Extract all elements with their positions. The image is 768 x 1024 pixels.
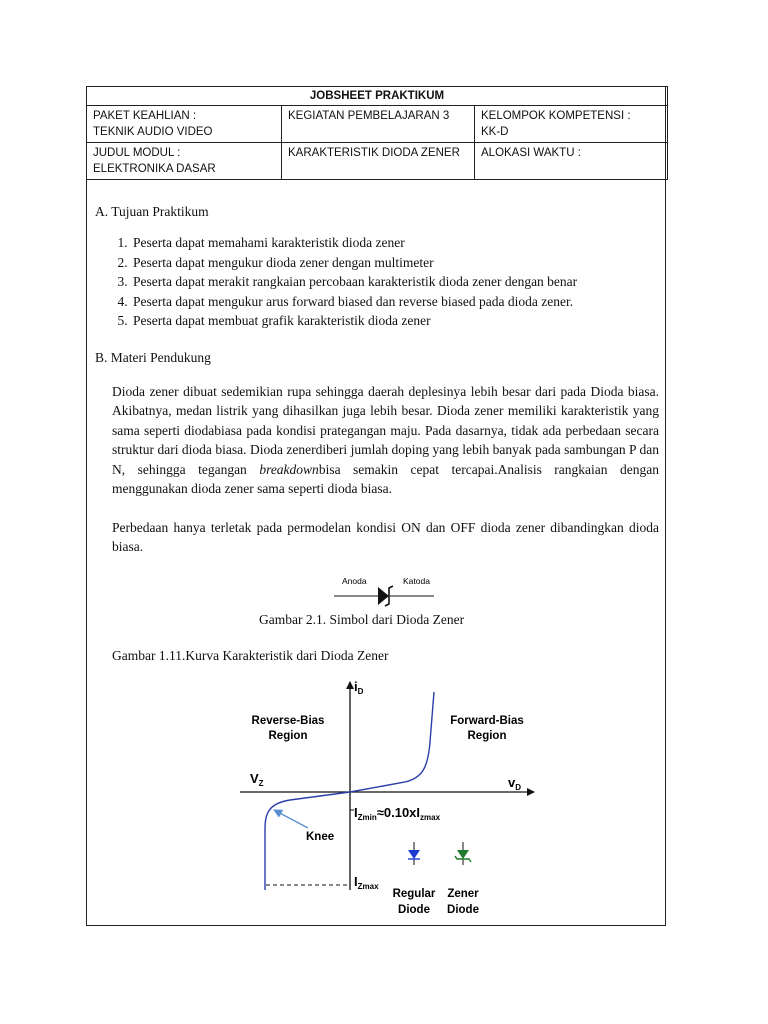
judul-value: KARAKTERISTIK DIODA ZENER [288,147,460,159]
list-item: 3. Peserta dapat merakit rangkaian percobaan karakteristik dioda zener dengan benar [131,272,577,292]
anode-label: Anoda [342,576,367,586]
forward-bias-label: Forward-Bias [450,715,524,727]
kegiatan-label: KEGIATAN PEMBELAJARAN 3 [288,110,450,122]
judul-modul-value: ELEKTRONIKA DASAR [93,163,216,175]
paragraph-1-text-a: Dioda zener dibuat sedemikian rupa sehingga daerah deplesinya lebih besar dari pada Dioda biasa. Akibatnya, medan listrik yang dihasilkan juga lebih besar. Dioda zener memiliki karakteristik yang sama seperti diodabiasa pada kondisi prategangan maju. Pada dasarnya, tidak ada perbedaan secara struktur dari dioda biasa. Dioda zenerdiberi jumlah doping yang lebih banyak pada sambungan P dan N, sehingga tegangan [112,384,659,477]
paragraph-1-text-b: bisa semakin cepat tercapai.Analisis rangkaian dengan menggunakan dioda zener sama seperti dioda biasa. [112,461,660,497]
vz-label: $V_Z$ [250,771,264,788]
kelompok-value: KK-D [481,126,509,138]
zener-curve-figure [230,670,550,920]
regular-diode-label: Regular [392,888,436,900]
regular-diode-icon [408,850,420,859]
paket-keahlian-label: PAKET KEAHLIAN : [93,110,197,122]
paragraph-1 [112,382,659,498]
paragraph-1-italic: breakdown [259,461,319,477]
list-item: 1. Peserta dapat memahami karakteristik dioda zener [131,233,577,253]
jobsheet-title: JOBSHEET PRAKTIKUM [87,87,668,106]
paket-keahlian-value: TEKNIK AUDIO VIDEO [93,126,213,138]
zener-diode-label: Zener [447,888,479,900]
knee-arrow [274,810,308,828]
list-item: 2. Peserta dapat mengukur dioda zener dengan multimeter [131,253,577,273]
zener-diode-label-2: Diode [447,904,479,916]
judul-modul-label: JUDUL MODUL : [93,147,181,159]
goals-list [95,233,577,331]
x-axis-label: $v_D$ [508,775,522,792]
reverse-bias-label: Reverse-Bias [251,715,325,727]
section-a-heading: A. Tujuan Praktikum [95,204,209,219]
forward-bias-region-label: Region [467,730,507,742]
zener-symbol-figure [330,572,440,612]
judul-modul-cell [87,143,282,180]
figure1-caption: Gambar 2.1. Simbol dari Dioda Zener [259,612,465,627]
alokasi-label: ALOKASI WAKTU : [481,147,581,159]
kelompok-label: KELOMPOK KOMPETENSI : [481,110,631,122]
kelompok-cell [475,106,668,143]
izmin-label: $I_{Zmin}\approx 0.10xI_{zmax}$ [354,805,441,822]
paragraph-2: Perbedaan hanya terletak pada permodelan kondisi ON dan OFF dioda zener dibandingkan dioda biasa. [112,520,659,555]
header-table [86,86,668,180]
reverse-bias-region-label: Region [268,730,308,742]
figure2-caption: Gambar 1.11.Kurva Karakteristik dari Dioda Zener [112,648,389,663]
knee-label: Knee [306,831,335,843]
judul-cell [282,143,475,180]
kegiatan-cell [282,106,475,143]
zener-diode-icon [378,587,389,605]
cathode-label: Katoda [403,576,430,586]
section-b-heading: B. Materi Pendukung [95,350,211,365]
zener-diode-small-icon [457,850,469,859]
alokasi-cell [475,143,668,180]
izmax-label: $I_{Zmax}$ [354,874,379,891]
paket-keahlian-cell [87,106,282,143]
list-item: 5. Peserta dapat membuat grafik karakteristik dioda zener [131,311,577,331]
y-axis-label: $i_D$ [354,679,364,696]
regular-diode-label-2: Diode [398,904,430,916]
list-item: 4. Peserta dapat mengukur arus forward biased dan reverse biased pada dioda zener. [131,292,577,312]
